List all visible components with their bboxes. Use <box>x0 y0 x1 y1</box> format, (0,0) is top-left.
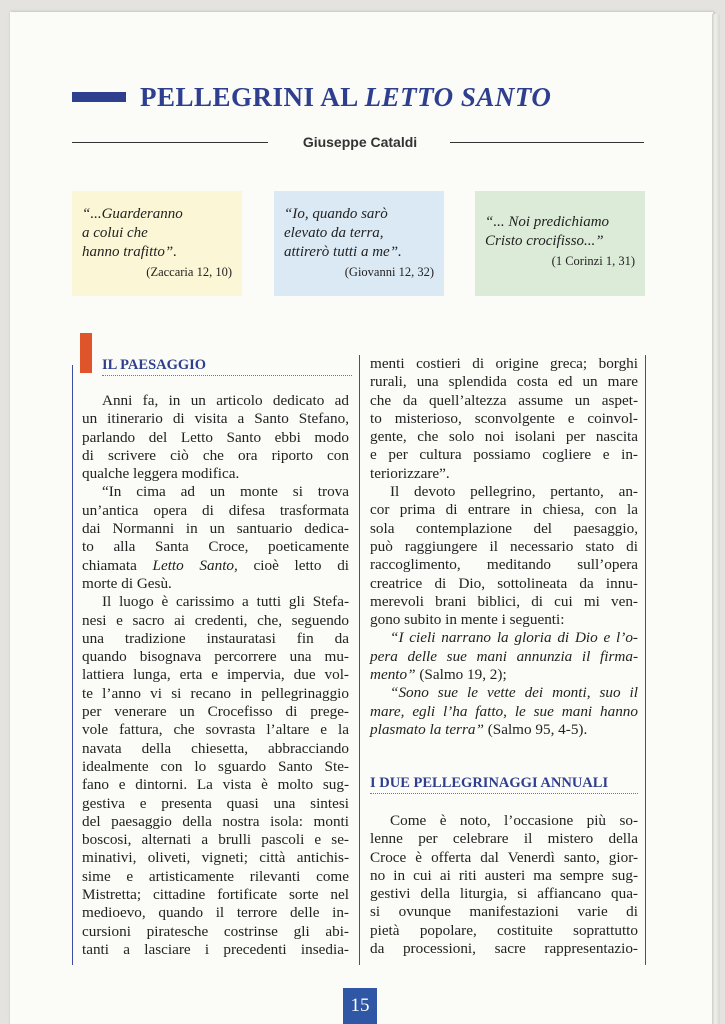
text-line: rurali, una splendida costa ed un mare <box>370 373 638 391</box>
text-line: e per cultura possiamo cogliere e in- <box>370 446 638 464</box>
text-line: che da quell’altezza assume un aspet- <box>370 391 638 409</box>
text-line: cursioni piratesche costrinse gli abi- <box>82 922 349 940</box>
psalm-line: mare, egli l’ha fatto, le sue mani hanno <box>370 702 638 720</box>
text-line: Mistretta; cittadine fortificate sorte nel <box>82 886 349 904</box>
text-line: gestivi della liturgia, si affiancano qua- <box>370 885 638 903</box>
text-line: di scrivere ciò che ora riporto con <box>82 446 349 464</box>
text-line: lenne per celebrare il mistero della <box>370 830 638 848</box>
quote-reference: (1 Corinzi 1, 31) <box>551 254 635 268</box>
text-line: no in cui ai riti austeri ma sempre sug- <box>370 866 638 884</box>
psalm-line: “I cieli narrano la gloria di Dio e l’o- <box>390 629 638 647</box>
quote-line: “...Guarderanno <box>82 206 183 222</box>
psalm-line: plasmato la terra” (Salmo 95, 4-5). <box>370 720 588 738</box>
text-line: menti costieri di origine greca; borghi <box>370 355 638 372</box>
text-line: quando bisognava percorrere una mu- <box>82 648 349 666</box>
author-rule-right <box>450 142 644 143</box>
text-line: to alla Santa Croce, poeticamente <box>82 538 349 556</box>
text-line: qualche leggera modifica. <box>82 465 240 483</box>
quote-reference: (Giovanni 12, 32) <box>344 265 434 279</box>
text-line: gente, che solo noi isolani per nascita <box>370 428 638 446</box>
text-line: una tradizione instauratasi fin da <box>82 629 349 647</box>
text-line: navata della chiesetta, abbracciando <box>82 739 349 757</box>
text-line: idealmente con lo sguardo Santo Ste- <box>82 757 349 775</box>
text-line: tanti a lasciare i precedenti insedia- <box>82 940 349 958</box>
article-title: PELLEGRINI AL LETTO SANTO <box>140 82 552 112</box>
text-line: dai Normanni in un santuario dedica- <box>82 520 349 538</box>
text-line: merevoli brani biblici, di cui mi ven- <box>370 592 638 610</box>
text-line: medioevo, quando il terrore delle in- <box>82 904 349 922</box>
column-rule-right <box>645 355 646 965</box>
quote-line: elevato da terra, <box>284 225 384 241</box>
text-line: sola contemplazione del paesaggio, <box>370 519 638 537</box>
text-line: gono subito in mente i seguenti: <box>370 611 565 629</box>
text-line: Il devoto pellegrino, pertanto, an- <box>390 483 638 501</box>
title-decor-bar <box>72 92 126 102</box>
text-line: gestiva e presenta quasi una sintesi <box>82 794 349 812</box>
text-line: minativi, oliveti, vigneti; città antichis- <box>82 849 349 867</box>
text-line: vole fattura, che sovrasta l’altare e la <box>82 721 349 739</box>
psalm-line: mento” (Salmo 19, 2); <box>370 666 507 684</box>
quote-reference: (Zaccaria 12, 10) <box>146 265 232 279</box>
column-2-bottom <box>370 812 638 958</box>
page-edge <box>712 14 720 1024</box>
section-marker <box>80 333 92 373</box>
quote-line: a colui che <box>82 225 148 241</box>
text-line: Anni fa, in un articolo dedicato ad <box>102 392 349 409</box>
quote-line: “Io, quando sarò <box>284 206 388 222</box>
column-rule-middle <box>359 355 360 965</box>
column-1 <box>82 392 349 959</box>
text-line: raccoglimento, meditando sull’opera <box>370 556 638 574</box>
author-name: Giuseppe Cataldi <box>302 134 418 150</box>
text-line: morte di Gesù. <box>82 574 172 592</box>
quote-box-zaccaria <box>72 191 242 296</box>
text-line: può raggiungere il necessario stato di <box>370 537 638 555</box>
text-line: chiamata Letto Santo, cioè letto di <box>82 556 350 574</box>
text-line: da processioni, sacre rappresentazio- <box>370 940 638 958</box>
text-line: Il luogo è carissimo a tutti gli Stefa- <box>102 593 349 611</box>
quote-box-corinzi <box>475 191 645 296</box>
text-line: Croce è offerta dal Venerdì santo, gior- <box>370 848 638 866</box>
text-line: pietà popolare, costituite soprattutto <box>370 921 638 939</box>
quote-box-giovanni <box>274 191 444 296</box>
quote-line: attirerò tutti a me”. <box>284 244 402 260</box>
text-line: teriorizzare”. <box>370 464 450 482</box>
quote-line: “... Noi predichiamo <box>485 214 610 230</box>
text-line: parlando del Letto Santo ebbi modo <box>82 428 349 446</box>
text-line: boscosi, alternati a brulli pascoli e se- <box>82 831 349 849</box>
text-line: cor prima di entrare in chiesa, con la <box>370 501 638 519</box>
text-line: te l’anno vi si recano in pellegrinaggio <box>82 684 349 702</box>
column-2-top <box>370 355 638 739</box>
text-line: sime e artisticamente rilevanti come <box>82 867 349 885</box>
text-line: un’antica opera di difesa trasformata <box>82 501 349 519</box>
section-heading-pellegrinaggi: I DUE PELLEGRINAGGI ANNUALI <box>370 775 638 794</box>
text-line: nesi e sacro ai credenti, che, seguendo <box>82 611 349 629</box>
text-line: creatrice di Dio, sottolineata da innu- <box>370 574 638 592</box>
text-line: un itinerario di visita a Santo Stefano, <box>82 410 349 428</box>
psalm-line: pera delle sue mani annunzia il firma- <box>370 647 638 665</box>
text-line: “In cima ad un monte si trova <box>102 483 349 501</box>
text-line: lattiera lunga, erta e impervia, due vol- <box>82 666 349 684</box>
text-line: si ovunque manifestazioni varie di <box>370 903 638 921</box>
psalm-line: “Sono sue le vette dei monti, suo il <box>390 684 638 702</box>
section-heading-paesaggio: IL PAESAGGIO <box>102 357 352 376</box>
quote-line: hanno trafitto”. <box>82 244 178 260</box>
text-line: fano e dintorni. La vista è molto sug- <box>82 776 349 794</box>
column-rule-left <box>72 365 73 965</box>
text-line: to misterioso, sconvolgente e coinvol- <box>370 409 638 427</box>
text-line: del paesaggio della nostra isola: monti <box>82 812 349 830</box>
author-rule-left <box>72 142 268 143</box>
page-number: 15 <box>343 988 377 1024</box>
text-line: Come è noto, l’occasione più so- <box>390 812 638 829</box>
quote-line: Cristo crocifisso...” <box>485 233 604 249</box>
text-line: per venerare un Crocefisso di prege- <box>82 703 349 721</box>
